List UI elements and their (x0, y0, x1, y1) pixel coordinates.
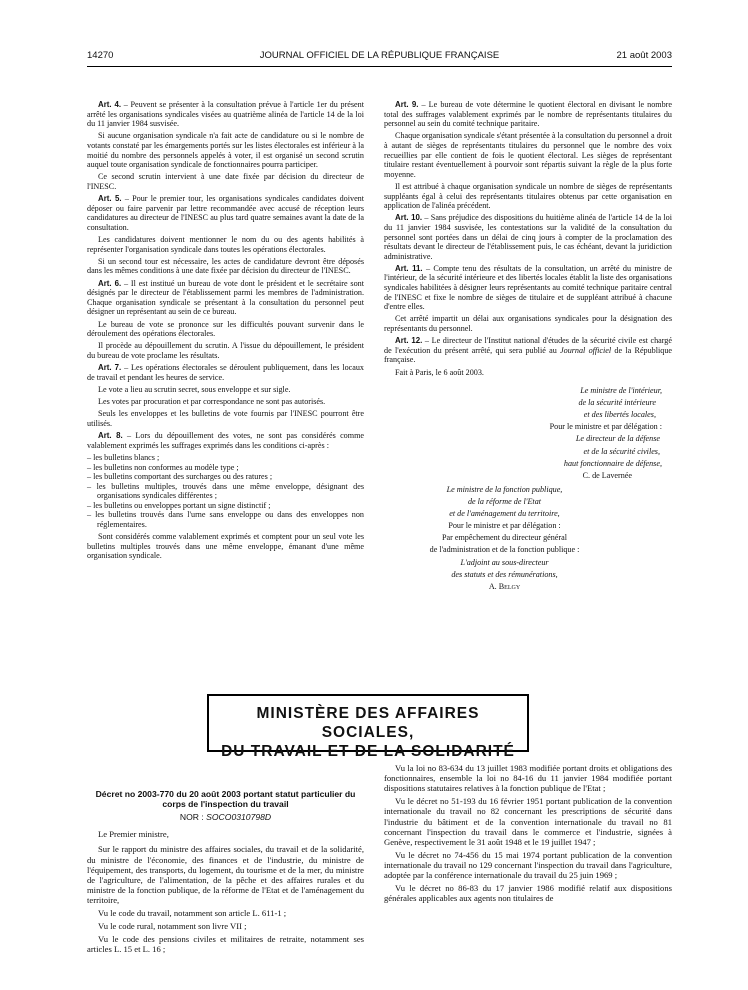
article-label: Art. 7. (98, 363, 122, 373)
paragraph: Vu la loi no 83-634 du 13 juillet 1983 modifiée portant droits et obligations des fonctionnaires, ensemble la loi no 84-16 du 11 janvier 1984 modifiée portant dispositions statutaires relatives à la fonction publique de l'Etat ; (384, 763, 672, 794)
page-header (87, 50, 672, 64)
page-number: 14270 (87, 50, 114, 61)
article-label: Art. 5. (98, 194, 122, 204)
signature-block-1: Le ministre de l'intérieur, de la sécurité intérieure et des libertés locales, Pour le ministre et par délégation : Le directeur de la défense et de la sécurité civiles, haut fonctionnaire de défense, C. de Lavernée (384, 386, 672, 481)
article-label: Art. 10. (395, 213, 423, 223)
decree-title: Décret no 2003-770 du 20 août 2003 portant statut particulier du corps de l'inspection du travail (95, 789, 356, 810)
issue-date: 21 août 2003 (616, 50, 672, 61)
signature-block-2: Le ministre de la fonction publique, de la réforme de l'Etat et de l'aménagement du territoire, Pour le ministre et par délégation : Par empêchement du directeur général de l'administration et de la fonction publique : L'adjoint au sous-directeur des statuts et des rémunérations, A. Belgy (384, 485, 614, 592)
article-label: Art. 11. (395, 263, 423, 273)
list-item: – les bulletins ou enveloppes portant un signe distinctif ; (87, 500, 271, 510)
journal-title: JOURNAL OFFICIEL DE LA RÉPUBLIQUE FRANÇAISE (259, 50, 500, 61)
paragraph: Il est attribué à chaque organisation syndicale un nombre de sièges de représentants suppléants égal à celui des représentants titulaires obtenus par cette organisation en application de l'alinéa précédent. (384, 181, 672, 211)
right-column (384, 100, 672, 594)
paragraph: Vu le décret no 86-83 du 17 janvier 1986 modifié relatif aux dispositions générales applicables aux agents non titulaires de (384, 883, 672, 904)
article-9: Art. 9. – Le bureau de vote détermine le quotient électoral en divisant le nombre total des suffrages valablement exprimés par le nombre de représentants titulaires du personnel au sein du comité technique paritaire. (384, 100, 672, 129)
article-label: Art. 9. (395, 100, 419, 109)
ministry-title-line1: MINISTÈRE DES AFFAIRES SOCIALES, (256, 705, 480, 741)
paragraph: Vu le code du travail, notamment son article L. 611-1 ; (98, 908, 287, 919)
signatory-name: C. de Lavernée (582, 470, 632, 480)
article-5: Art. 5. – Pour le premier tour, les organisations syndicales candidates doivent déposer ou faire parvenir par lettre recommandée avec accusé de réception leurs candidatures au directeur de l'INESC au plus tard quatre semaines avant la date de la consultation. (87, 194, 364, 232)
article-10: Art. 10. – Sans préjudice des dispositions du huitième alinéa de l'article 14 de la loi du 11 janvier 1984 susvisée, les contestations sur la validité de la consultation du personnel sont portées dans un délai de cinq jours à compter de la proclamation des résultats devant le directeur de l'établissement puis, le cas échéant, devant la juridiction administrative. (384, 213, 672, 261)
paragraph: Si un second tour est nécessaire, les actes de candidature devront être déposés dans les mêmes conditions à une date fixée par décision du directeur de l'INESC. (87, 256, 364, 276)
article-label: Art. 12. (395, 336, 423, 346)
list-item: – les bulletins comportant des surcharges ou des ratures ; (87, 472, 273, 482)
paragraph: Si aucune organisation syndicale n'a fait acte de candidature ou si le nombre de votants constaté par les émargements portés sur les listes électorales est inférieur à la moitié du nombre des personnels appelés à voter, il est organisé un second scrutin auquel toute organisation syndicale de fonctionnaires pourra participer. (87, 131, 364, 170)
decree-left-column (87, 789, 364, 957)
paragraph: Sur le rapport du ministre des affaires sociales, du travail et de la solidarité, du ministre de l'économie, des finances et de l'industrie, du ministre de l'équipement, des transports, du logement, du tourisme et de la mer, du ministre de l'agriculture, de l'alimentation, de la pêche et des affaires rurales et du ministre de la fonction publique, de la réforme de l'Etat et de l'aménagement du territoire, (87, 844, 364, 906)
paragraph: Le vote a lieu au scrutin secret, sous enveloppe et sur sigle. (98, 384, 291, 394)
ministry-box (207, 694, 529, 760)
list-item: – les bulletins non conformes au modèle type ; (87, 462, 239, 472)
header-rule (87, 66, 672, 67)
exclusion-list (87, 453, 364, 530)
paragraph: Les candidatures doivent mentionner le nom du ou des agents habilités à représenter l'organisation syndicale dans toutes les opérations électorales. (87, 235, 364, 254)
list-item: – les bulletins blancs ; (87, 452, 160, 462)
left-column (87, 100, 364, 564)
article-7: Art. 7. – Les opérations électorales se déroulent publiquement, dans les locaux de travail et pendant les heures de service. (87, 363, 364, 382)
paragraph: Vu le code rural, notamment son livre VII ; (98, 921, 247, 932)
article-label: Art. 6. (98, 278, 122, 288)
article-8: Art. 8. – Lors du dépouillement des votes, ne sont pas considérés comme valablement exprimés les suffrages exprimés dans les conditions ci-après : (87, 431, 364, 450)
paragraph: Il procède au dépouillement du scrutin. A l'issue du dépouillement, le président du bureau de vote proclame les résultats. (87, 341, 364, 360)
paragraph: Le Premier ministre, (98, 829, 169, 840)
paragraph: Chaque organisation syndicale s'étant présentée à la consultation du personnel a droit à autant de sièges de représentants titulaires du personnel que le nombre des voix recueillies par elle contient de fois le quotient électoral. Les sièges de représentant titulaire restant éventuellement à pourvoir sont répartis suivant la règle de la plus forte moyenne. (384, 131, 672, 179)
paragraph: Le bureau de vote se prononce sur les difficultés pouvant survenir dans le déroulement des opérations électorales. (87, 319, 364, 339)
list-item: – les bulletins trouvés dans l'urne sans enveloppe ou dans des enveloppes non réglementaires. (87, 510, 364, 530)
ministry-title-line2: DU TRAVAIL ET DE LA SOLIDARITÉ (221, 743, 515, 760)
signatory-name: A. Belgy (488, 582, 521, 591)
paragraph: Vu le code des pensions civiles et militaires de retraite, notamment ses articles L. 15 et L. 16 ; (87, 933, 364, 955)
list-item: – les bulletins multiples, trouvés dans une même enveloppe, désignant des organisations syndicales différentes ; (87, 481, 364, 501)
decree-right-column (384, 763, 672, 906)
journal-reference: Journal officiel (560, 345, 612, 355)
fait-a-paris: Fait à Paris, le 6 août 2003. (395, 368, 484, 377)
paragraph: Sont considérés comme valablement exprimés et comptent pour un seul vote les bulletins multiples trouvés dans une même enveloppe, émanant d'une même organisation syndicale. (87, 532, 364, 561)
article-label: Art. 4. (98, 100, 122, 109)
paragraph: Seuls les enveloppes et les bulletins de vote fournis par l'INESC pourront être utilisés. (87, 409, 364, 428)
article-6: Art. 6. – Il est institué un bureau de vote dont le président et le secrétaire sont désignés par le directeur de l'établissement parmi les membres de l'administration. Chaque organisation syndicale se présentant à la consultation du personnel peut désigner un représentant au sein de ce bureau. (87, 278, 364, 317)
paragraph: Vu le décret no 51-193 du 16 février 1951 portant publication de la convention internationale du travail no 82 concernant les prescriptions de sécurité dans l'industrie du bâtiment et de la convention internationale du travail no 81 concernant l'inspection du travail dans le commerce et l'industrie, signées à Genève, respectivement le 31 août 1948 et le 19 juillet 1947 ; (384, 796, 672, 848)
paragraph: Les votes par procuration et par correspondance ne sont pas autorisés. (98, 397, 326, 407)
article-12: Art. 12. – Le directeur de l'Institut national d'études de la sécurité civile est chargé de l'exécution du présent arrêté, qui sera publié au Journal officiel de la République française. (384, 336, 672, 365)
paragraph: Cet arrêté impartit un délai aux organisations syndicales pour la désignation des représentants du personnel. (384, 314, 672, 334)
nor-reference: NOR : SOCO0310798D (179, 812, 272, 822)
paragraph: Vu le décret no 74-456 du 15 mai 1974 portant publication de la convention internationale du travail no 129 concernant l'inspection du travail dans l'agriculture, adoptée par la conférence internationale du travail du 25 juin 1969 ; (384, 849, 672, 881)
article-11: Art. 11. – Compte tenu des résultats de la consultation, un arrêté du ministre de l'intérieur, de la sécurité intérieure et des libertés locales établit la liste des organisations syndicales habilitées à désigner leurs représentants au comité technique paritaire central de l'INESC et fixe le nombre de sièges de titulaire et de suppléant attribué à chacune d'entre elles. (384, 263, 672, 312)
paragraph: Ce second scrutin intervient à une date fixée par décision du directeur de l'INESC. (87, 172, 364, 191)
article-4: Art. 4. – Peuvent se présenter à la consultation prévue à l'article 1er du présent arrêté les organisations syndicales visées au quatrième alinéa de l'article 14 de la loi du 11 janvier 1984 susvisée. (87, 100, 364, 129)
article-label: Art. 8. (98, 431, 123, 441)
